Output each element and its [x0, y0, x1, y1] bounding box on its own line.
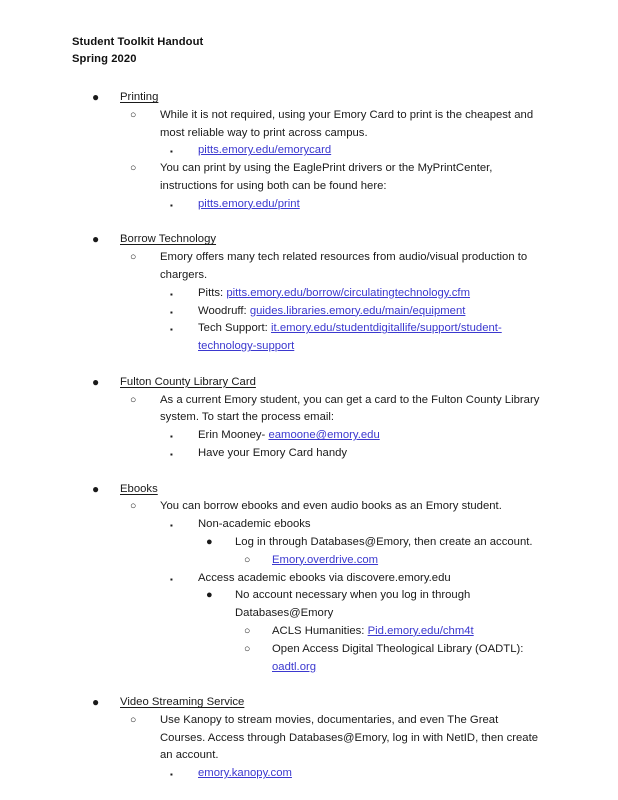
filled-disc-bullet-icon: ● [92, 374, 100, 389]
document-title: Student Toolkit Handout [72, 36, 204, 48]
section-heading [120, 231, 546, 249]
list-item [72, 712, 546, 765]
hollow-circle-bullet-icon: ○ [130, 713, 137, 726]
list-item-text [198, 303, 546, 321]
list-item-text [198, 765, 546, 783]
hyperlink[interactable]: oadtl.org [272, 660, 317, 673]
item-text: Video Streaming Service [120, 696, 245, 709]
document-subtitle: Spring 2020 [72, 52, 137, 65]
list-item-text [198, 516, 546, 534]
item-text: Emory offers many tech related resources from audio/visual production to chargers. [160, 251, 528, 281]
hollow-circle-bullet-icon: ○ [130, 251, 137, 264]
filled-disc-bullet-icon: ● [206, 589, 213, 602]
item-text: You can print by using the EaglePrint drivers or the MyPrintCenter, instructions for using both can be found here: [160, 162, 493, 192]
item-text: While it is not required, using your Emory Card to print is the cheapest and most reliable way to print across campus. [160, 108, 534, 139]
document-body [72, 34, 546, 783]
list-item-text [160, 160, 546, 196]
item-text: Access academic ebooks via discovere.emory.edu [198, 571, 451, 584]
item-text: Use Kanopy to stream movies, documentaries, and even The Great Courses. Access through Databases@Emory, log in with NetID, then create an account. [160, 713, 539, 762]
list-item-text [198, 427, 546, 445]
item-text: Woodruff: [198, 304, 250, 317]
hyperlink[interactable]: emory.kanopy.com [198, 767, 292, 780]
list-item-text [235, 587, 546, 623]
section-spacer [72, 676, 546, 694]
filled-square-bullet-icon: ▪ [170, 289, 173, 299]
list-item-text [272, 641, 546, 677]
list-item-text [198, 320, 546, 356]
item-text: Open Access Digital Theological Library (OADTL): [272, 642, 524, 655]
section-heading [120, 374, 546, 392]
item-text: You can borrow ebooks and even audio books as an Emory student. [160, 500, 502, 513]
section-heading-row [72, 694, 546, 712]
filled-disc-bullet-icon: ● [92, 695, 100, 710]
list-item-text [198, 142, 546, 160]
list-item-text [160, 498, 546, 516]
list-item [72, 320, 546, 356]
list-item-text [160, 712, 546, 765]
list-item [72, 570, 546, 588]
list-item-text [235, 534, 546, 552]
filled-disc-bullet-icon: ● [92, 481, 100, 496]
hollow-circle-bullet-icon: ○ [130, 162, 137, 175]
hyperlink[interactable]: guides.libraries.emory.edu/main/equipment [249, 304, 466, 317]
list-item-text [160, 249, 546, 285]
filled-square-bullet-icon: ▪ [170, 770, 173, 780]
hyperlink[interactable]: pitts.emory.edu/print [198, 197, 300, 210]
hollow-circle-bullet-icon: ○ [130, 108, 137, 121]
filled-square-bullet-icon: ▪ [170, 307, 173, 317]
item-text: Erin Mooney- [198, 429, 269, 442]
list-item-text [198, 445, 546, 463]
list-item [72, 534, 546, 552]
filled-square-bullet-icon: ▪ [170, 432, 173, 442]
section-heading [120, 694, 546, 712]
list-item [72, 285, 546, 303]
list-item-text [198, 285, 546, 303]
hyperlink[interactable]: pitts.emory.edu/emorycard [198, 144, 332, 157]
list-item-text [198, 570, 546, 588]
list-item [72, 107, 546, 143]
section-heading [120, 481, 546, 499]
item-text: ACLS Humanities: [272, 624, 368, 637]
section-heading-row [72, 481, 546, 499]
list-item [72, 142, 546, 160]
list-item [72, 427, 546, 445]
item-text: Non-academic ebooks [198, 518, 311, 531]
filled-square-bullet-icon: ▪ [170, 325, 173, 335]
list-item [72, 160, 546, 196]
item-text: Pitts: [198, 286, 227, 299]
list-item-text [272, 552, 546, 570]
list-item [72, 498, 546, 516]
list-item-text [160, 107, 546, 143]
hyperlink[interactable]: it.emory.edu/studentdigitallife/support/student-technology-support [198, 322, 502, 353]
hyperlink[interactable]: pitts.emory.edu/borrow/circulatingtechnology.cfm [226, 286, 471, 299]
list-item-text [160, 392, 546, 428]
list-item [72, 587, 546, 623]
item-text: Have your Emory Card handy [198, 446, 348, 459]
list-item [72, 765, 546, 783]
hollow-circle-bullet-icon: ○ [244, 624, 251, 637]
section-heading-row [72, 231, 546, 249]
list-item [72, 303, 546, 321]
list-item [72, 392, 546, 428]
filled-disc-bullet-icon: ● [92, 232, 100, 247]
section-heading-row [72, 89, 546, 107]
hollow-circle-bullet-icon: ○ [130, 500, 137, 513]
item-text: Tech Support: [198, 322, 271, 335]
list-item [72, 249, 546, 285]
filled-disc-bullet-icon: ● [206, 535, 213, 548]
item-text: Log in through Databases@Emory, then create an account. [235, 535, 533, 548]
section-spacer [72, 463, 546, 481]
list-item-text [272, 623, 546, 641]
filled-disc-bullet-icon: ● [92, 90, 100, 104]
item-text: Ebooks [120, 482, 158, 495]
section-spacer [72, 214, 546, 232]
filled-square-bullet-icon: ▪ [170, 521, 173, 531]
hollow-circle-bullet-icon: ○ [244, 642, 251, 655]
list-item [72, 516, 546, 534]
item-text: As a current Emory student, you can get a card to the Fulton County Library system. To start the process email: [160, 393, 540, 424]
outline-list [72, 89, 546, 783]
filled-square-bullet-icon: ▪ [170, 449, 173, 459]
hyperlink[interactable]: eamoone@emory.edu [268, 429, 380, 442]
list-item [72, 552, 546, 570]
hollow-circle-bullet-icon: ○ [244, 553, 251, 566]
section-heading-row [72, 374, 546, 392]
list-item [72, 445, 546, 463]
item-text: Borrow Technology [120, 233, 217, 246]
item-text: Printing [120, 91, 159, 103]
section-spacer [72, 356, 546, 374]
list-item [72, 623, 546, 641]
filled-square-bullet-icon: ▪ [170, 200, 173, 210]
section-heading [120, 89, 546, 107]
hyperlink[interactable]: Emory.overdrive.com [272, 553, 379, 566]
item-text: No account necessary when you log in through Databases@Emory [235, 589, 471, 620]
list-item-text [198, 196, 546, 214]
filled-square-bullet-icon: ▪ [170, 574, 173, 584]
hyperlink[interactable]: Pid.emory.edu/chm4t [367, 624, 474, 637]
hollow-circle-bullet-icon: ○ [130, 393, 137, 406]
document-title-block [72, 34, 546, 67]
list-item [72, 196, 546, 214]
list-item [72, 641, 546, 677]
filled-square-bullet-icon: ▪ [170, 147, 173, 157]
item-text: Fulton County Library Card [120, 375, 256, 388]
